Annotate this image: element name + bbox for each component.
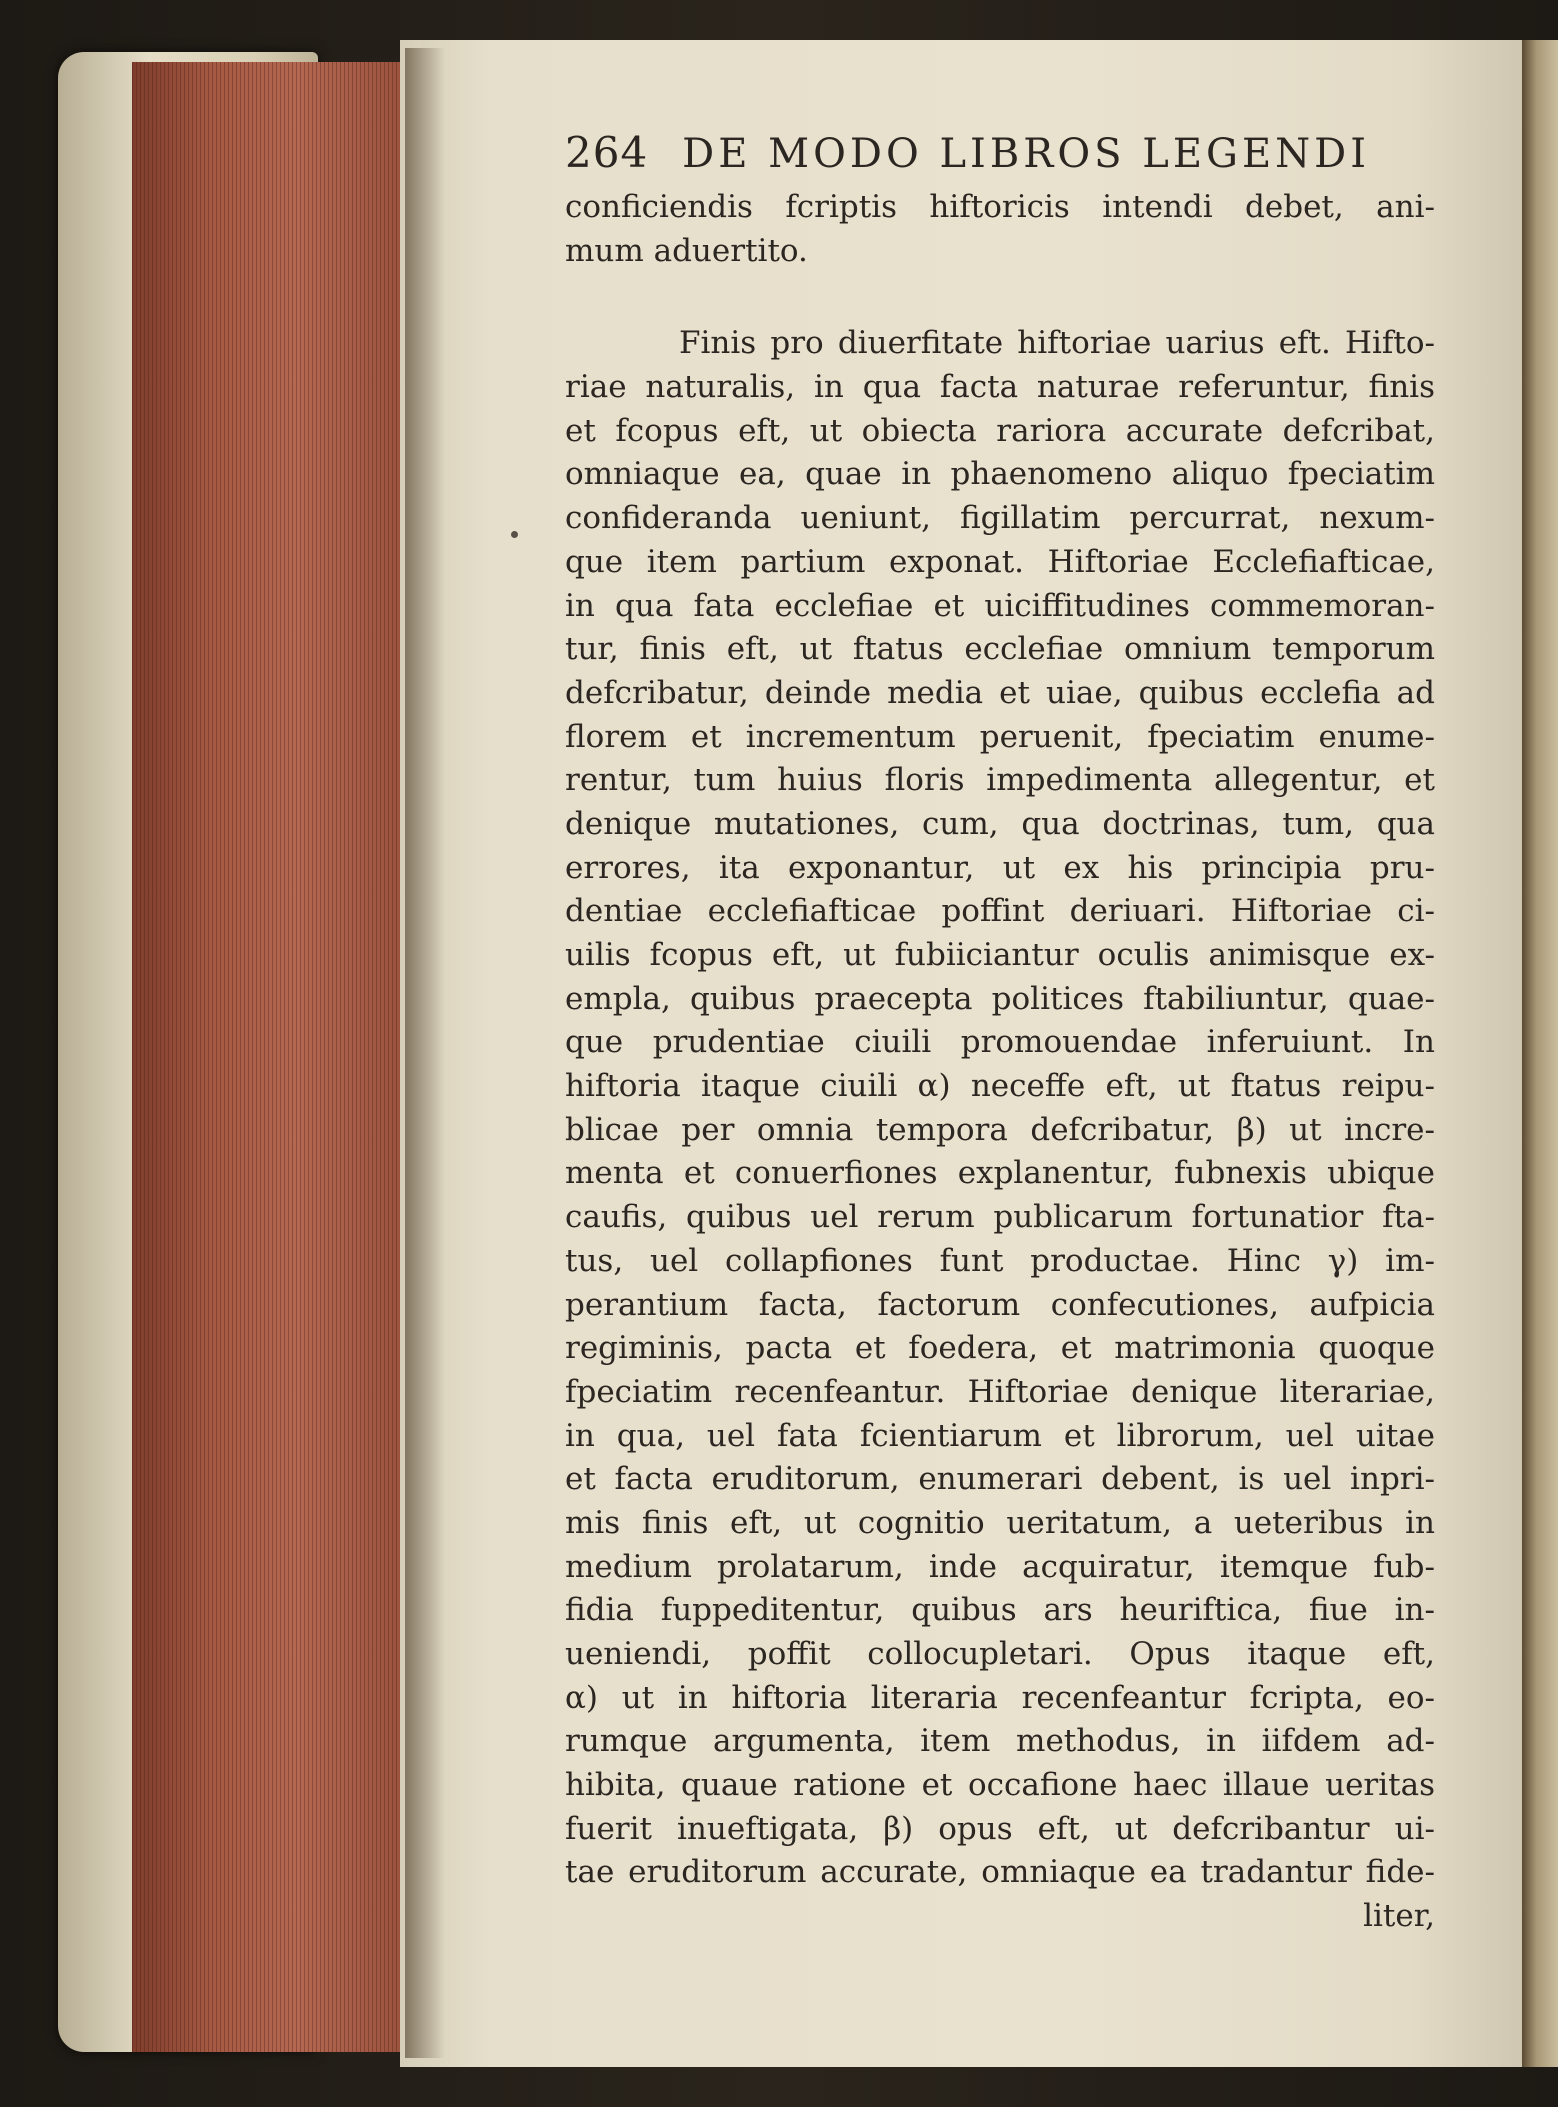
text-line: confideranda ueniunt, figillatim percurrat, nexum- <box>565 500 1435 537</box>
catchword: liter, <box>1363 1898 1435 1935</box>
text-line: mum aduertito. <box>565 232 808 269</box>
text-line: perantium facta, factorum confecutiones, aufpicia <box>565 1286 1435 1323</box>
text-line: riae naturalis, in qua facta naturae referuntur, finis <box>565 369 1435 406</box>
text-line: hiftoria itaque ciuili α) neceffe eft, ut ftatus reipu- <box>565 1068 1435 1105</box>
text-line: rentur, tum huius floris impedimenta allegentur, et <box>565 762 1435 799</box>
ink-speck <box>511 531 518 538</box>
text-line: tae eruditorum accurate, omniaque ea tradantur fide- <box>565 1854 1435 1891</box>
page-text <box>565 128 1435 1939</box>
text-line: dentiae ecclefiafticae poffint deriuari. Hiftoriae ci- <box>565 893 1435 930</box>
text-line: rumque argumenta, item methodus, in iifdem ad- <box>565 1723 1435 1760</box>
page-number: 264 <box>565 128 649 177</box>
text-line: que item partium exponat. Hiftoriae Ecclefiafticae, <box>565 543 1435 580</box>
text-line: regiminis, pacta et foedera, et matrimonia quoque <box>565 1330 1435 1367</box>
text-line: que prudentiae ciuili promouendae inferuiunt. In <box>565 1024 1435 1061</box>
facing-page-edge <box>1522 40 1558 2067</box>
text-line: conficiendis fcriptis hiftoricis intendi debet, ani- <box>565 189 1435 225</box>
gutter-shadow <box>405 48 445 2058</box>
text-line: omniaque ea, quae in phaenomeno aliquo fpeciatim <box>565 456 1435 493</box>
running-head <box>565 128 1435 186</box>
text-line: mis finis eft, ut cognitio ueritatum, a ueteribus in <box>565 1504 1435 1541</box>
text-line: fuerit inueftigata, β) opus eft, ut defcribantur ui- <box>565 1810 1435 1847</box>
text-line: Finis pro diuerfitate hiftoriae uarius eft. Hifto- <box>679 325 1435 362</box>
text-line: ueniendi, poffit collocupletari. Opus itaque eft, <box>565 1636 1435 1672</box>
running-head-title: DE MODO LIBROS LEGENDI <box>682 131 1371 177</box>
text-line: tur, finis eft, ut ftatus ecclefiae omnium temporum <box>565 631 1435 668</box>
text-line: blicae per omnia tempora defcribatur, β) ut incre- <box>565 1111 1435 1148</box>
text-line: empla, quibus praecepta politices ftabiliuntur, quae- <box>565 980 1435 1017</box>
text-line: denique mutationes, cum, qua doctrinas, tum, qua <box>565 805 1435 842</box>
text-line: fidia fuppeditentur, quibus ars heuriftica, fiue in- <box>565 1592 1435 1629</box>
text-line: in qua, uel fata fcientiarum et librorum, uel uitae <box>565 1417 1435 1454</box>
text-line: fpeciatim recenfeantur. Hiftoriae denique literariae, <box>565 1373 1435 1410</box>
text-line: caufis, quibus uel rerum publicarum fortunatior fta- <box>565 1199 1435 1236</box>
text-line: et facta eruditorum, enumerari debent, is uel inpri- <box>565 1461 1435 1498</box>
paragraph <box>565 322 1435 1938</box>
text-line: tus, uel collapfiones funt productae. Hinc γ) im- <box>565 1242 1435 1279</box>
page-block-edge <box>132 62 409 2052</box>
text-line: hibita, quaue ratione et occafione haec illaue ueritas <box>565 1767 1435 1804</box>
text-line: medium prolatarum, inde acquiratur, itemque fub- <box>565 1548 1435 1585</box>
text-line: defcribatur, deinde media et uiae, quibus ecclefia ad <box>565 674 1435 711</box>
text-line: errores, ita exponantur, ut ex his principia pru- <box>565 849 1435 886</box>
text-line: florem et incrementum peruenit, fpeciatim enume- <box>565 718 1435 755</box>
text-line: in qua fata ecclefiae et uiciffitudines commemoran- <box>565 587 1435 624</box>
text-line: menta et conuerfiones explanentur, fubnexis ubique <box>565 1155 1435 1192</box>
text-line: et fcopus eft, ut obiecta rariora accurate defcribat, <box>565 412 1435 449</box>
text-line: uilis fcopus eft, ut fubiiciantur oculis animisque ex- <box>565 937 1435 973</box>
text-line: α) ut in hiftoria literaria recenfeantur fcripta, eo- <box>565 1679 1435 1716</box>
opening-lines <box>565 186 1435 273</box>
